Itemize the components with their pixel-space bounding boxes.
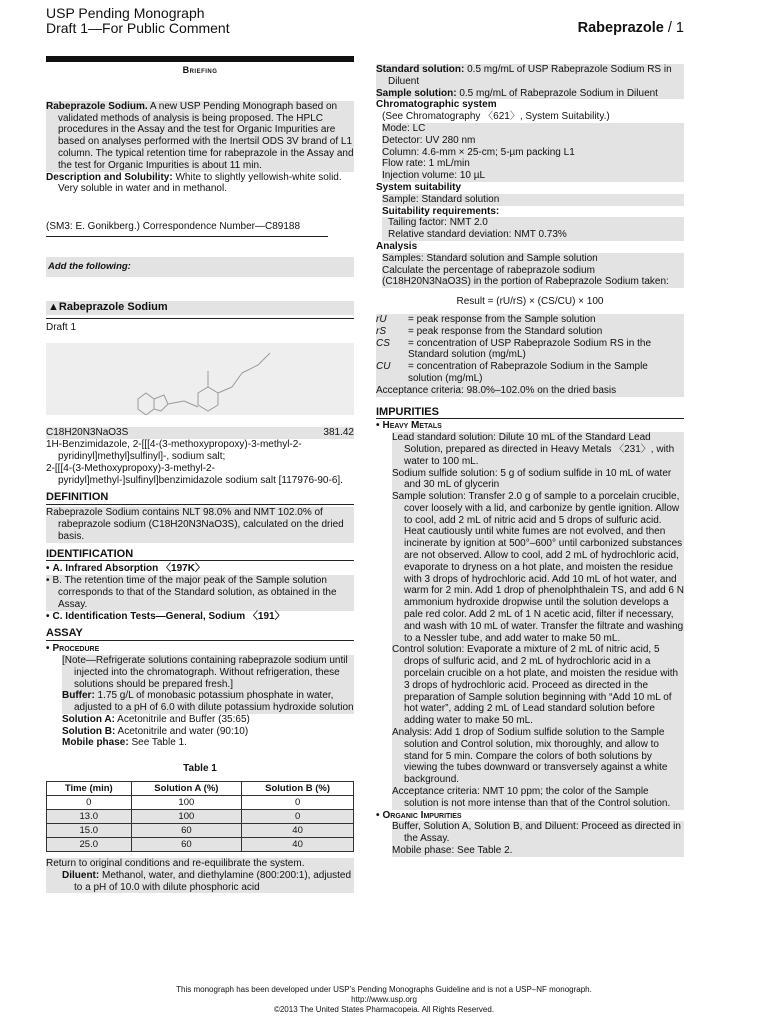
table-cell: 100: [131, 810, 242, 824]
buffer-text: Buffer: 1.75 g/L of monobasic potassium phosphate in water, adjusted to a pH of 6.0 with dilute potassium hydroxide solution: [62, 690, 354, 714]
suitability-sample: Sample: Standard solution: [382, 194, 684, 206]
table-cell: 0: [242, 810, 354, 824]
header-subtitle: Draft 1—For Public Comment: [46, 20, 230, 36]
organic-buffer: Buffer, Solution A, Solution B, and Diluent: Proceed as directed in the Assay.: [392, 821, 684, 845]
formula-row: [46, 427, 354, 439]
definition-row: CU = concentration of Rabeprazole Sodium in the Sample solution (mg/mL): [376, 361, 684, 385]
top-rule: [46, 56, 354, 62]
molecular-weight: 381.42: [323, 427, 354, 439]
table-title: Table 1: [183, 763, 217, 775]
tailing-factor: Tailing factor: NMT 2.0: [382, 217, 684, 229]
relative-std-dev: Relative standard deviation: NMT 0.73%: [382, 229, 684, 241]
footer-url[interactable]: http://www.usp.org: [351, 995, 417, 1004]
table-cell: 60: [131, 824, 242, 838]
draft-label: Draft 1: [46, 321, 77, 333]
running-header: [46, 6, 230, 36]
table-header-row: [47, 782, 354, 796]
mode: Mode: LC: [382, 123, 684, 135]
table-row: [47, 810, 354, 824]
return-text: Return to original conditions and re-equilibrate the system.: [46, 858, 354, 870]
heavy-metals-heading: • Heavy Metals: [376, 420, 684, 432]
briefing-title: Briefing: [182, 65, 218, 75]
analysis-calc: Calculate the percentage of rabeprazole sodium (C18H20N3NaO3S) in the portion of Rabeprazole Sodium taken:: [382, 265, 684, 289]
table-header: Solution B (%): [242, 782, 354, 796]
table-cell: 15.0: [47, 824, 132, 838]
divider: [46, 504, 354, 505]
page-number: / 1: [663, 20, 684, 36]
table-header: Solution A (%): [131, 782, 242, 796]
table-cell: 40: [242, 838, 354, 852]
chromatography-reference: (See Chromatography 〈621〉, System Suitability.): [382, 111, 610, 123]
impurities-heading: IMPURITIES: [376, 405, 439, 418]
injection-volume: Injection volume: 10 µL: [382, 170, 684, 182]
table-cell: 0: [47, 796, 132, 810]
analysis-heading: Analysis: [376, 240, 418, 252]
control-solution: Control solution: Evaporate a mixture of 2 mL of nitric acid, 5 drops of sulfuric acid, and 2 mL of hydrochloric acid in a porcelain crucible on a hot plate, and moisten the residue with 3 drops of hydrochloric acid. Proceed as directed in the preparation of Sample solution beginning with “Add 10 mL of hot water”, adding 2 mL of Lead standard solution before adding water to make 50 mL.: [392, 644, 684, 727]
chromatographic-system: Chromatographic system: [376, 99, 497, 111]
analysis-samples: Samples: Standard solution and Sample solution: [382, 253, 684, 265]
table-row: [47, 796, 354, 810]
heavy-metals-sample: Sample solution: Transfer 2.0 g of sample to a porcelain crucible, cover loosely with a lid, and carbonize by gentle ignition. Allow to cool, add 2 mL of nitric acid and 5 drops of sulfuric acid. Heat cautiously until white fumes are not evolved, and then incinerate by ignition at 500°–600° until carbonized substances are not observed. Allow to cool, add 2 mL of hydrochloric acid, evaporate to dryness on a hot plate, and moisten the residue with 3 drops of hydrochloric acid. Add 10 mL of hot water, and warm for 2 min. Add 1 drop of phenolphthalein TS, and add 6 N ammonium hydroxide dropwise until the solution develops a pale red color. Add 2 mL of 1 N acetic acid, filter if necessary, and wash with 10 mL of water. Transfer the filtrate and washing to a Nessler tube, and add water to make 50 mL.: [392, 491, 684, 644]
table-header: Time (min): [47, 782, 132, 796]
acceptance-criteria: Acceptance criteria: 98.0%–102.0% on the dried basis: [376, 385, 684, 397]
heavy-metals-acceptance: Acceptance criteria: NMT 10 ppm; the color of the Sample solution is not more intense than that of the Control solution.: [392, 786, 684, 810]
monograph-title: ▲Rabeprazole Sodium: [46, 301, 354, 315]
mobile-phase-text: Mobile phase: See Table 1.: [62, 737, 187, 749]
table-row: [47, 838, 354, 852]
chemical-name-2: 2-[[[4-(3-Methoxypropoxy)-3-methyl-2-pyridyl]methyl-]sulfinyl]benzimidazole sodium salt [117976-90-6].: [46, 462, 343, 486]
definition-row: rS = peak response from the Standard solution: [376, 326, 684, 338]
solution-b-text: Solution B: Acetonitrile and water (90:10): [62, 725, 249, 737]
diluent-text: Diluent: Methanol, water, and diethylamine (800:200:1), adjusted to a pH of 10.0 with dilute phosphoric acid: [46, 870, 354, 894]
molecular-formula: C18H20N3NaO3S: [46, 427, 129, 439]
divider: [46, 236, 328, 237]
chromatographic-params: [376, 111, 684, 182]
standard-solution: Standard solution: 0.5 mg/mL of USP Rabeprazole Sodium RS in Diluent: [376, 64, 684, 88]
header-title: USP Pending Monograph: [46, 5, 205, 21]
chemical-structure: [46, 343, 354, 415]
flow-rate: Flow rate: 1 mL/min: [382, 158, 684, 170]
assay-heading: ASSAY: [46, 627, 83, 640]
correspondence-line: (SM3: E. Gonikberg.) Correspondence Number—C89188: [46, 221, 301, 233]
divider: [46, 318, 354, 319]
note-text: [Note—Refrigerate solutions containing rabeprazole sodium until injected into the chromatograph. Without refrigeration, these solutions should be prepared fresh.]: [62, 655, 354, 690]
footer-disclaimer: This monograph has been developed under USP’s Pending Monographs Guideline and is not a USP–NF monograph.: [176, 985, 592, 994]
result-formula: Result = (rU/rS) × (CS/CU) × 100: [456, 296, 604, 308]
divider: [46, 560, 354, 561]
definition-text: Rabeprazole Sodium contains NLT 98.0% and NMT 102.0% of rabeprazole sodium (C18H20N3NaO3S), calculated on the dried basis.: [46, 507, 354, 542]
table-cell: 100: [131, 796, 242, 810]
gradient-table: [46, 781, 354, 852]
lead-standard-solution: Lead standard solution: Dilute 10 mL of the Standard Lead Solution, prepared as directed in Heavy Metals 〈231〉, with water to 100 mL.: [392, 432, 684, 467]
divider: [46, 640, 354, 641]
organic-mobile-phase: Mobile phase: See Table 2.: [392, 845, 684, 857]
table-row: [47, 824, 354, 838]
identification-c: • C. Identification Tests—General, Sodium 〈191〉: [46, 611, 354, 623]
solution-a-text: Solution A: Acetonitrile and Buffer (35:65): [62, 713, 250, 725]
sodium-sulfide-solution: Sodium sulfide solution: 5 g of sodium sulfide in 10 mL of water and 30 mL of glycerin: [392, 468, 684, 492]
chemical-name-1: 1H-Benzimidazole, 2-[[[4-(3-methoxypropoxy)-3-methyl-2-pyridinyl]methyl]sulfinyl]-, sodium salt;: [46, 439, 302, 462]
page-heading: [578, 20, 684, 36]
heavy-metals-analysis: Analysis: Add 1 drop of Sodium sulfide solution to the Sample solution and Control solution, mix thoroughly, and allow to stand for 5 min. Compare the colors of both solutions by viewing the tubes downward or transversely against a white background.: [392, 727, 684, 786]
detector: Detector: UV 280 nm: [382, 135, 684, 147]
column: Column: 4.6-mm × 25-cm; 5-µm packing L1: [382, 147, 684, 159]
identification-b: • B. The retention time of the major peak of the Sample solution corresponds to that of the Standard solution, as obtained in the Assay.: [46, 575, 354, 610]
identification-a: • A. Infrared Absorption 〈197K〉: [46, 563, 354, 575]
footer-copyright: ©2013 The United States Pharmacopeia. All Rights Reserved.: [273, 1005, 495, 1014]
system-suitability: System suitability: [376, 181, 462, 193]
table-cell: 13.0: [47, 810, 132, 824]
definition-heading: DEFINITION: [46, 491, 109, 504]
description-paragraph: Description and Solubility: White to slightly yellowish-white solid. Very soluble in water and in methanol.: [46, 171, 342, 195]
identification-heading: IDENTIFICATION: [46, 547, 134, 560]
suitability-params: [376, 194, 684, 241]
suitability-requirements: Suitability requirements:: [382, 205, 500, 217]
procedure-body: [46, 655, 354, 749]
definition-row: CS = concentration of USP Rabeprazole Sodium RS in the Standard solution (mg/mL): [376, 338, 684, 362]
table-cell: 25.0: [47, 838, 132, 852]
table-cell: 0: [242, 796, 354, 810]
procedure-heading: • Procedure: [46, 643, 354, 655]
heavy-metals-body: [376, 432, 684, 810]
add-following-label: Add the following:: [46, 257, 354, 277]
analysis-body: [376, 253, 684, 288]
page-footer: [0, 985, 768, 1015]
table-cell: 60: [131, 838, 242, 852]
symbol-definitions: [376, 314, 684, 385]
left-column: [46, 56, 354, 893]
briefing-paragraph: Rabeprazole Sodium. A new USP Pending Monograph based on validated methods of analysis is being proposed. The HPLC procedures in the Assay and the test for Organic Impurities are based on analyses performed with the Inertsil ODS 3V brand of L1 column. The typical retention time for rabeprazole in the Assay and the test for Organic Impurities is about 11 min.: [46, 100, 354, 171]
right-column: [376, 64, 684, 857]
monograph-name: Rabeprazole: [577, 20, 664, 36]
structure-drawing: [46, 343, 354, 415]
organic-impurities-body: [376, 821, 684, 856]
divider: [376, 418, 684, 419]
definition-row: rU = peak response from the Sample solution: [376, 314, 684, 326]
sample-solution: Sample solution: 0.5 mg/mL of Rabeprazole Sodium in Diluent: [376, 88, 684, 100]
organic-impurities-heading: • Organic Impurities: [376, 810, 684, 822]
table-cell: 40: [242, 824, 354, 838]
